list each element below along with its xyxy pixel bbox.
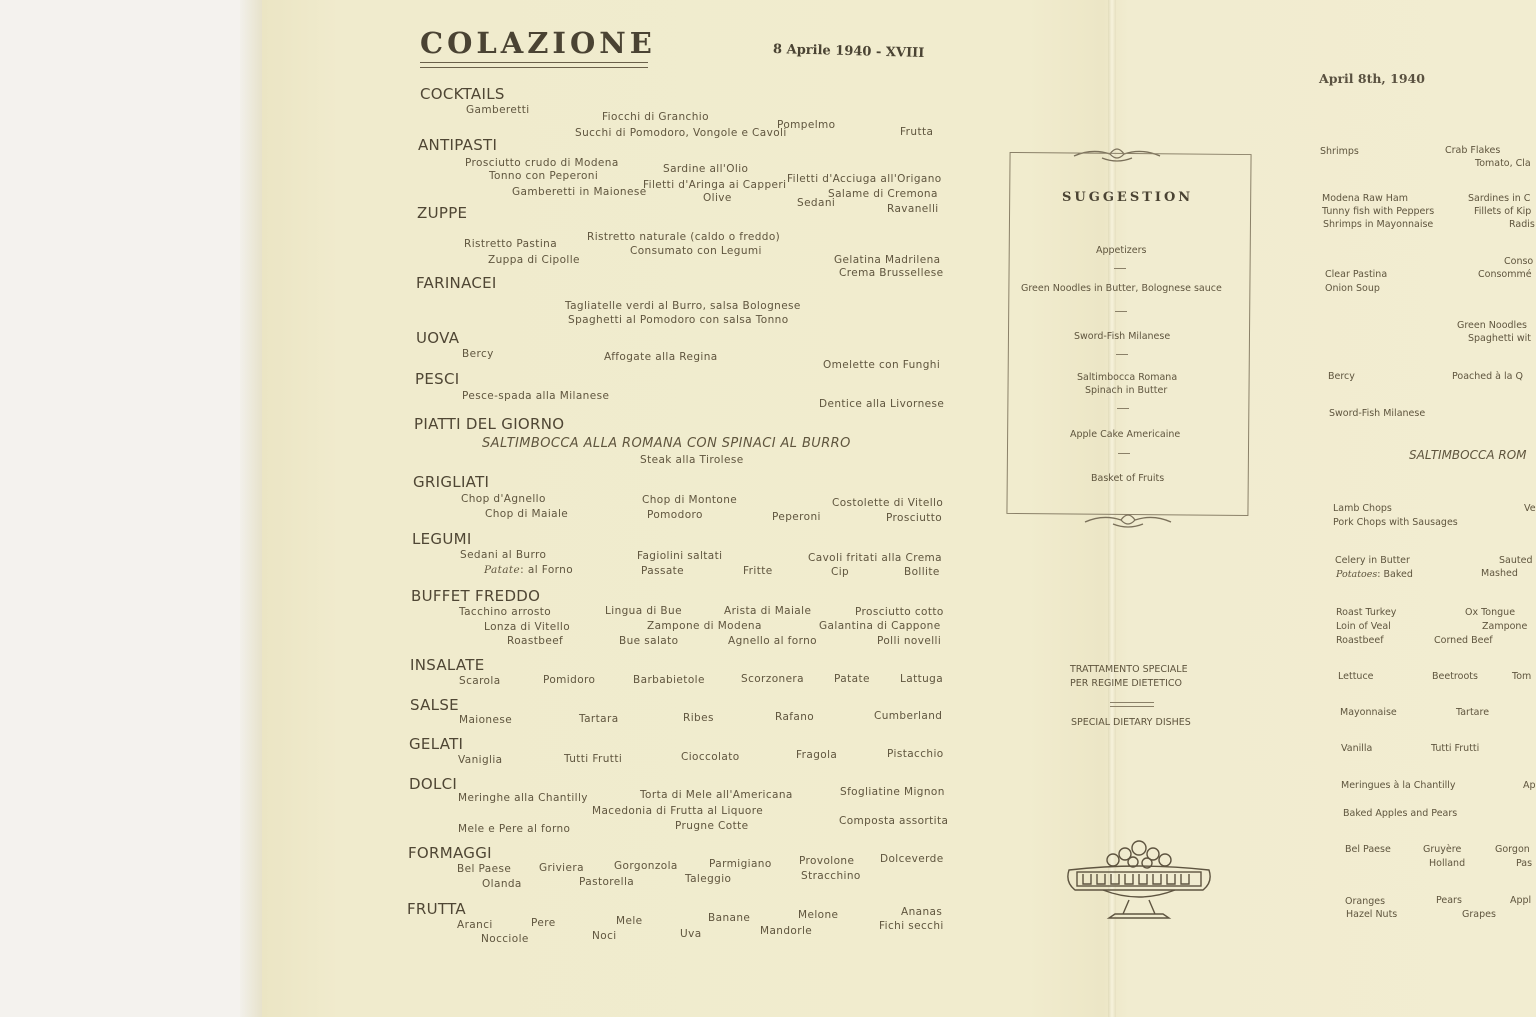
section-heading: UOVA xyxy=(416,329,460,347)
suggestion-item: Green Noodles in Butter, Bolognese sauce xyxy=(1021,283,1222,294)
suggestion-item: Basket of Fruits xyxy=(1091,473,1165,484)
menu-item: Consumato con Legumi xyxy=(630,245,762,257)
menu-item: Corned Beef xyxy=(1434,635,1493,646)
menu-item: Olive xyxy=(703,192,732,204)
menu-item: Banane xyxy=(708,912,751,924)
menu-item: Tartare xyxy=(1456,707,1490,718)
menu-item: Bollite xyxy=(904,566,940,578)
suggestion-item: Spinach in Butter xyxy=(1085,385,1168,396)
menu-item: Pork Chops with Sausages xyxy=(1333,517,1458,528)
menu-item: Succhi di Pomodoro, Vongole e Cavoli xyxy=(575,127,787,139)
section-heading: SALSE xyxy=(410,696,459,714)
menu-item: Pastorella xyxy=(579,876,635,888)
menu-item: Omelette con Funghi xyxy=(823,359,941,371)
menu-item: Prugne Cotte xyxy=(675,820,749,832)
menu-item: Shrimps xyxy=(1320,146,1359,157)
menu-item: Poached à la Q xyxy=(1452,371,1523,382)
menu-item: Patate: al Forno xyxy=(484,564,574,576)
menu-item-label: Patate xyxy=(484,564,521,576)
menu-item-value: Baked xyxy=(1383,569,1413,580)
menu-item: Loin of Veal xyxy=(1336,621,1391,632)
menu-item: Filetti d'Aringa ai Capperi xyxy=(643,179,787,191)
menu-item: Vanilla xyxy=(1341,743,1373,754)
diet-line: PER REGIME DIETETICO xyxy=(1070,678,1182,689)
menu-item: Fillets of Kip xyxy=(1474,206,1532,217)
menu-item: Maionese xyxy=(459,714,513,726)
menu-item: Ananas xyxy=(901,906,943,918)
english-date: April 8th, 1940 xyxy=(1319,71,1425,86)
divider xyxy=(1115,311,1127,312)
menu-item: Fiocchi di Granchio xyxy=(602,111,709,123)
menu-item: Cip xyxy=(831,566,850,578)
menu-item: Dentice alla Livornese xyxy=(819,398,945,410)
menu-item: Agnello al forno xyxy=(728,635,817,647)
menu-item: Lamb Chops xyxy=(1333,503,1392,514)
menu-item: Tunny fish with Peppers xyxy=(1322,206,1435,217)
menu-item: Gorgonzola xyxy=(614,860,678,872)
menu-item: Crab Flakes xyxy=(1445,145,1501,156)
menu-item: Sword-Fish Milanese xyxy=(1329,408,1426,419)
menu-item: Griviera xyxy=(539,862,584,874)
section-heading: DOLCI xyxy=(409,775,458,793)
menu-item: Shrimps in Mayonnaise xyxy=(1323,219,1434,230)
menu-item: Dolceverde xyxy=(880,853,944,865)
menu-item: Hazel Nuts xyxy=(1346,909,1398,920)
menu-item-special: SALTIMBOCCA ROM xyxy=(1409,448,1527,462)
menu-item: Cumberland xyxy=(874,710,943,722)
menu-item: Tagliatelle verdi al Burro, salsa Bolognese xyxy=(565,300,801,312)
suggestion-item: Appetizers xyxy=(1096,245,1147,256)
menu-item: Sedani al Burro xyxy=(460,549,547,561)
menu-item: Zampone xyxy=(1482,621,1528,632)
menu-item: Lattuga xyxy=(900,673,944,685)
menu-item: Costolette di Vitello xyxy=(832,497,944,509)
menu-item: Steak alla Tirolese xyxy=(640,454,744,466)
menu-item: Bue salato xyxy=(619,635,679,647)
menu-item: Salame di Cremona xyxy=(828,188,938,200)
menu-item: Ve xyxy=(1524,503,1536,514)
diet-line: TRATTAMENTO SPECIALE xyxy=(1070,664,1188,675)
title-underline xyxy=(420,62,648,68)
menu-item: Tutti Frutti xyxy=(564,753,623,765)
menu-item: Lingua di Bue xyxy=(605,605,682,617)
menu-item: Gruyère xyxy=(1423,844,1462,855)
menu-item: Appl xyxy=(1510,895,1532,906)
menu-item: Onion Soup xyxy=(1325,283,1380,294)
menu-item: Roastbeef xyxy=(1336,635,1384,646)
menu-item: Provolone xyxy=(799,855,855,867)
menu-item: Ox Tongue xyxy=(1465,607,1516,618)
menu-item: Melone xyxy=(798,909,839,921)
menu-item: Prosciutto cotto xyxy=(855,606,944,618)
menu-item: Pere xyxy=(531,917,556,929)
menu-item: Celery in Butter xyxy=(1335,555,1410,566)
menu-item: Mandorle xyxy=(760,925,813,937)
menu-item: Scarola xyxy=(459,675,501,687)
section-heading: FARINACEI xyxy=(416,274,497,292)
menu-item: Bercy xyxy=(1328,371,1355,382)
menu-item: Zuppa di Cipolle xyxy=(488,254,580,266)
section-heading: GELATI xyxy=(409,735,464,753)
menu-item: Radis xyxy=(1509,219,1535,230)
menu-item: Sfogliatine Mignon xyxy=(840,786,945,798)
section-heading: COCKTAILS xyxy=(420,85,505,103)
menu-item: Lonza di Vitello xyxy=(484,621,571,633)
section-heading: ZUPPE xyxy=(417,204,468,222)
menu-item: Baked Apples and Pears xyxy=(1343,808,1458,819)
menu-item: Torta di Mele all'Americana xyxy=(640,789,793,801)
menu-item: Potatoes: Baked xyxy=(1336,569,1413,580)
menu-item: Tutti Frutti xyxy=(1431,743,1480,754)
menu-item: Prosciutto crudo di Modena xyxy=(465,157,619,169)
menu-item: Tonno con Peperoni xyxy=(489,170,599,182)
menu-item: Spaghetti al Pomodoro con salsa Tonno xyxy=(568,314,789,326)
menu-item: Crema Brussellese xyxy=(839,267,944,279)
menu-item: Pompelmo xyxy=(777,119,836,131)
menu-item: Lettuce xyxy=(1338,671,1374,682)
menu-item: Composta assortita xyxy=(839,815,949,827)
menu-item: Tartara xyxy=(579,713,619,725)
menu-item: Pesce-spada alla Milanese xyxy=(462,390,610,402)
menu-item: Parmigiano xyxy=(709,858,772,870)
menu-item: Tacchino arrosto xyxy=(459,606,552,618)
menu-item: Ristretto Pastina xyxy=(464,238,558,250)
menu-item: Uva xyxy=(680,928,702,940)
menu-item: Bel Paese xyxy=(457,863,512,875)
menu-item: Ristretto naturale (caldo o freddo) xyxy=(587,231,781,243)
menu-item: Bel Paese xyxy=(1345,844,1391,855)
section-heading: INSALATE xyxy=(410,656,485,674)
menu-item: Galantina di Cappone xyxy=(819,620,941,632)
menu-item: Meringues à la Chantilly xyxy=(1341,780,1456,791)
menu-item: Consommé xyxy=(1478,269,1532,280)
divider xyxy=(1117,408,1129,409)
menu-item: Clear Pastina xyxy=(1325,269,1388,280)
menu-item: Bercy xyxy=(462,348,494,360)
menu-item: Mele e Pere al forno xyxy=(458,823,571,835)
menu-item: Gamberetti in Maionese xyxy=(512,186,647,198)
section-heading: PESCI xyxy=(415,370,460,388)
menu-item: Ribes xyxy=(683,712,714,724)
menu-item: Mayonnaise xyxy=(1340,707,1397,718)
menu-item: Conso xyxy=(1504,256,1534,267)
divider xyxy=(1118,453,1130,454)
menu-item: Sardines in C xyxy=(1468,193,1531,204)
fruit-bowl-icon xyxy=(1063,838,1215,928)
suggestion-title: SUGGESTION xyxy=(1062,190,1194,205)
menu-item: Mele xyxy=(616,915,643,927)
menu-item: Cavoli fritati alla Crema xyxy=(808,552,943,564)
suggestion-item: Apple Cake Americaine xyxy=(1070,429,1181,440)
menu-item: Sardine all'Olio xyxy=(663,163,749,175)
menu-item: Meringhe alla Chantilly xyxy=(458,792,588,804)
page-edge xyxy=(240,0,264,1017)
section-heading: LEGUMI xyxy=(412,530,472,548)
menu-item: Beetroots xyxy=(1432,671,1478,682)
menu-item: Aranci xyxy=(457,919,493,931)
menu-item: Fichi secchi xyxy=(879,920,944,932)
menu-item: Chop d'Agnello xyxy=(461,493,546,505)
menu-item: Fritte xyxy=(743,565,773,577)
menu-item: Macedonia di Frutta al Liquore xyxy=(592,805,764,817)
menu-item: Tomato, Cla xyxy=(1475,158,1531,169)
menu-item: Sedani xyxy=(797,197,836,209)
menu-item: Pears xyxy=(1436,895,1462,906)
section-heading: ANTIPASTI xyxy=(418,136,498,154)
divider xyxy=(1116,354,1128,355)
menu-item: Arista di Maiale xyxy=(724,605,812,617)
menu-item: Roast Turkey xyxy=(1336,607,1397,618)
menu-item: Pomodoro xyxy=(647,509,703,521)
menu-item: Scorzonera xyxy=(741,673,804,685)
menu-item: Modena Raw Ham xyxy=(1322,193,1408,204)
menu-item: Filetti d'Acciuga all'Origano xyxy=(787,173,942,185)
menu-item: Spaghetti wit xyxy=(1468,333,1532,344)
menu-item: Taleggio xyxy=(685,873,732,885)
menu-item: Ravanelli xyxy=(887,203,939,215)
menu-item: Patate xyxy=(834,673,870,685)
menu-item: Affogate alla Regina xyxy=(604,351,718,363)
menu-item: Fagiolini saltati xyxy=(637,550,723,562)
menu-item: Holland xyxy=(1429,858,1466,869)
menu-item: Barbabietole xyxy=(633,674,705,686)
menu-item-value: al Forno xyxy=(527,564,574,576)
menu-item: Roastbeef xyxy=(507,635,564,647)
menu-item: Gorgon xyxy=(1495,844,1530,855)
menu-item: Green Noodles xyxy=(1457,320,1527,331)
menu-item: Nocciole xyxy=(481,933,529,945)
menu-date: 8 Aprile 1940 - XVIII xyxy=(772,42,925,61)
menu-item: Noci xyxy=(592,930,617,942)
menu-item-label: Potatoes xyxy=(1336,569,1378,580)
menu-item: Vaniglia xyxy=(458,754,503,766)
section-heading: PIATTI DEL GIORNO xyxy=(414,415,565,433)
menu-item: Pomidoro xyxy=(543,674,596,686)
menu-item: Ap xyxy=(1523,780,1536,791)
menu-item: Stracchino xyxy=(801,870,861,882)
menu-item: Fragola xyxy=(796,749,838,761)
menu-item: Gelatina Madrilena xyxy=(834,254,941,266)
menu-item: Gamberetti xyxy=(466,104,530,116)
menu-item: Frutta xyxy=(900,126,934,138)
menu-item: Grapes xyxy=(1462,909,1496,920)
suggestion-item: Saltimbocca Romana xyxy=(1077,372,1178,383)
menu-item: Passate xyxy=(641,565,685,577)
menu-item: Sauted xyxy=(1499,555,1533,566)
menu-item: Peperoni xyxy=(772,511,821,523)
menu-item: Zampone di Modena xyxy=(647,620,762,632)
menu-title: COLAZIONE xyxy=(420,26,656,60)
menu-item: Olanda xyxy=(482,878,522,890)
section-heading: GRIGLIATI xyxy=(413,473,490,491)
menu-item: Cioccolato xyxy=(681,751,740,763)
diet-english: SPECIAL DIETARY DISHES xyxy=(1071,717,1191,728)
menu-item: Polli novelli xyxy=(877,635,942,647)
divider xyxy=(1114,268,1126,269)
menu-item: Tom xyxy=(1512,671,1532,682)
menu-item: Chop di Maiale xyxy=(485,508,569,520)
menu-item: Rafano xyxy=(775,711,815,723)
menu-item-special: SALTIMBOCCA ALLA ROMANA CON SPINACI AL BURRO xyxy=(482,436,851,451)
section-heading: BUFFET FREDDO xyxy=(411,587,541,605)
menu-item: Prosciutto xyxy=(886,512,943,524)
section-heading: FORMAGGI xyxy=(408,844,492,862)
menu-item: Oranges xyxy=(1345,896,1386,907)
ribbon-ornament-bottom-icon xyxy=(1083,512,1173,532)
section-heading: FRUTTA xyxy=(407,900,466,918)
menu-item: Pistacchio xyxy=(887,748,944,760)
suggestion-item: Sword-Fish Milanese xyxy=(1074,331,1171,342)
menu-item: Chop di Montone xyxy=(642,494,738,506)
menu-item: Pas xyxy=(1516,858,1533,869)
menu-item: Mashed xyxy=(1481,568,1518,579)
divider xyxy=(1110,702,1154,707)
